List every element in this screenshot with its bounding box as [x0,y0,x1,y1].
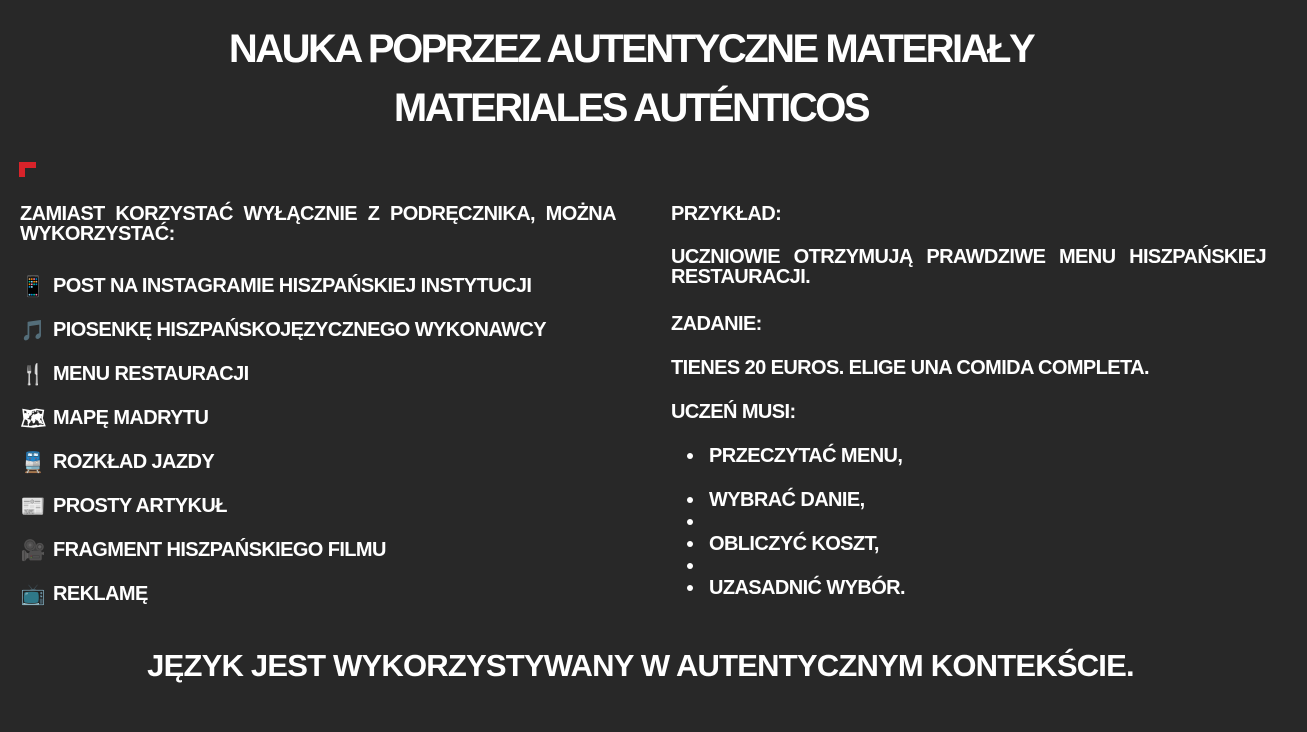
list-item [671,532,905,576]
step-label: OBLICZYĆ KOSZT, [709,533,879,555]
list-item-label: PIOSENKĘ HISZPAŃSKOJĘZYCZNEGO WYKONAWCY [53,319,546,341]
list-item [20,528,616,572]
materials-column [20,200,616,616]
materials-intro: ZAMIAST KORZYSTAĆ WYŁĄCZNIE Z PODRĘCZNIKA, MOŻNA WYKORZYSTAĆ: [20,203,616,245]
bullet-icon [687,453,693,459]
list-item [20,572,616,616]
list-item-label: ROZKŁAD JAZDY [53,451,215,473]
list-item [20,440,616,484]
newspaper-icon: 📰 [20,494,46,518]
list-item [20,484,616,528]
bullet-icon [687,497,693,503]
list-item-label: PROSTY ARTYKUŁ [53,495,227,517]
page-title: NAUKA POPRZEZ AUTENTYCZNE MATERIAŁY [228,27,1034,71]
list-item-label: POST NA INSTAGRAMIE HISZPAŃSKIEJ INSTYTUCJI [53,275,532,297]
list-item [671,444,905,488]
conclusion-text: JĘZYK JEST WYKORZYSTYWANY W AUTENTYCZNYM KONTEKŚCIE. [147,648,1134,683]
list-item [20,264,616,308]
example-text: UCZNIOWIE OTRZYMUJĄ PRAWDZIWE MENU HISZPAŃSKIEJ RESTAURACJI. [671,246,1266,288]
steps-list [671,444,905,620]
list-item-label: REKLAMĘ [53,583,148,605]
step-label: UZASADNIĆ WYBÓR. [709,577,905,599]
list-item-label: FRAGMENT HISZPAŃSKIEGO FILMU [53,539,386,561]
map-icon: 🗺 [20,406,46,430]
list-item [20,308,616,352]
list-item [20,396,616,440]
materials-list [20,264,616,616]
list-item [20,352,616,396]
list-item-label: MENU RESTAURACJI [53,363,249,385]
empty-bullet-icon [687,563,693,569]
list-item [671,576,905,620]
task-label: ZADANIE: [671,313,762,335]
mobile-phone-icon: 📱 [20,274,46,298]
task-text: TIENES 20 EUROS. ELIGE UNA COMIDA COMPLETA. [671,357,1149,379]
page-subtitle: MATERIALES AUTÉNTICOS [393,86,869,130]
fork-knife-icon: 🍴 [20,362,46,386]
example-label: PRZYKŁAD: [671,203,782,225]
list-item-label: MAPĘ MADRYTU [53,407,209,429]
empty-bullet-icon [687,519,693,525]
movie-camera-icon: 🎥 [20,538,46,562]
step-label: WYBRAĆ DANIE, [709,489,865,511]
corner-bracket-icon [19,162,36,177]
music-note-icon: 🎵 [20,318,46,342]
step-label: PRZECZYTAĆ MENU, [709,445,903,467]
bullet-icon [687,585,693,591]
bullet-icon [687,541,693,547]
television-icon: 📺 [20,582,46,606]
student-label: UCZEŃ MUSI: [671,401,796,423]
train-icon: 🚆 [20,450,46,474]
list-item [671,488,905,532]
